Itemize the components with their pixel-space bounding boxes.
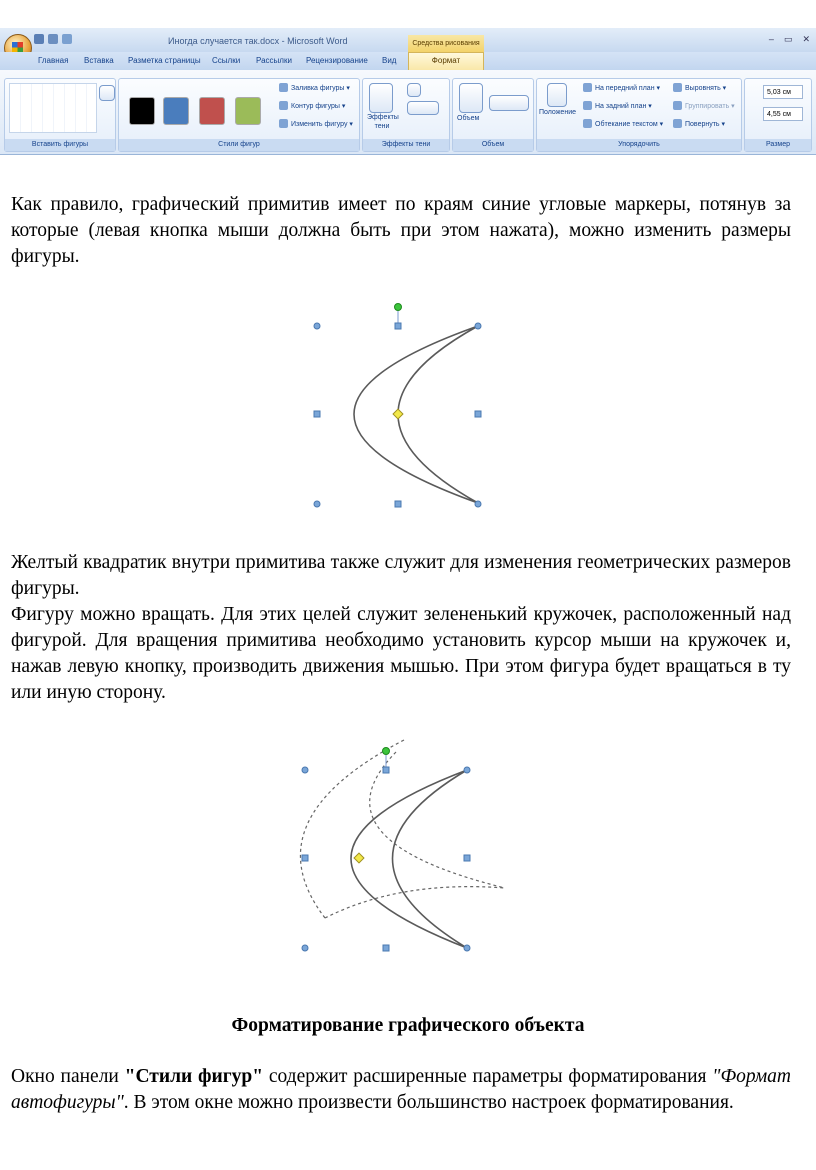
group-label: Вставить фигуры	[5, 139, 115, 151]
shape-height-input[interactable]: 5,03 см	[763, 85, 803, 99]
text-wrap-button[interactable]: Обтекание текстом ▾	[583, 119, 663, 128]
3d-effects-button[interactable]: Объем	[457, 115, 480, 122]
corner-marker-top-left	[302, 767, 308, 773]
tab-home[interactable]: Главная	[38, 56, 69, 65]
section-heading: Форматирование графического объекта	[231, 1015, 585, 1036]
tab-insert[interactable]: Вставка	[84, 56, 114, 65]
rotated-ghost-bottom	[325, 887, 505, 918]
group-label: Эффекты тени	[363, 139, 449, 151]
bring-front-label: На передний план	[595, 85, 655, 92]
paragraph-shape-styles	[11, 1064, 791, 1116]
group-label: Упорядочить	[537, 139, 741, 151]
group-label: Объем	[453, 139, 533, 151]
rotated-ghost-inner	[370, 752, 505, 888]
text-span: содержит расширенные параметры форматирования	[263, 1066, 713, 1087]
italic-term-format-autoshape: "Формат автофигуры"	[11, 1066, 791, 1113]
send-back-label: На задний план	[595, 103, 647, 110]
crescent-shape	[351, 770, 467, 948]
drawing-tools-context-tab: Средства рисования	[408, 35, 484, 52]
text-span: . В этом окне можно произвести большинство настроек форматирования.	[123, 1092, 734, 1113]
side-marker-bottom	[383, 945, 389, 951]
tab-mailings[interactable]: Рассылки	[256, 56, 292, 65]
side-marker-left	[302, 855, 308, 861]
rotation-handle	[383, 748, 390, 755]
shape-width-input[interactable]: 4,55 см	[763, 107, 803, 121]
shape-fill-button[interactable]: Заливка фигуры ▾	[279, 83, 350, 92]
group-label-text: Группировать	[685, 103, 730, 110]
shape-outline-label: Контур фигуры	[291, 103, 340, 110]
group-label: Стили фигур	[119, 139, 359, 151]
corner-marker-top-right	[464, 767, 470, 773]
group-label: Размер	[745, 139, 811, 151]
text-wrap-label: Обтекание текстом	[595, 121, 658, 128]
tab-view[interactable]: Вид	[382, 56, 397, 65]
yellow-adjust-handle	[354, 853, 364, 863]
side-marker-top	[383, 767, 389, 773]
paragraph-corner-markers: Как правило, графический примитив имеет по краям синие угловые маркеры, потянув за которые (левая кнопка мыши должна быть при этом нажата), можно изменить размеры фигуры.	[11, 194, 791, 267]
align-label: Выровнять	[685, 85, 721, 92]
tab-references[interactable]: Ссылки	[212, 56, 241, 65]
maximize-icon[interactable]: ▭	[783, 34, 793, 44]
paragraph-yellow-square: Желтый квадратик внутри примитива также служит для изменения геометрических размеров фигуры.	[11, 552, 791, 599]
change-shape-button[interactable]: Изменить фигуру ▾	[279, 119, 353, 128]
side-marker-right	[464, 855, 470, 861]
rotate-label: Повернуть	[685, 121, 720, 128]
tab-page-layout[interactable]: Разметка страницы	[128, 56, 201, 65]
shape-outline-button[interactable]: Контур фигуры ▾	[279, 101, 345, 110]
shape-fill-label: Заливка фигуры	[291, 85, 345, 92]
corner-marker-bottom-right	[464, 945, 470, 951]
shadow-effects-button[interactable]: Эффекты тени	[367, 114, 399, 130]
minimize-icon[interactable]: –	[768, 34, 774, 44]
tab-format[interactable]: Формат	[408, 52, 484, 70]
position-button[interactable]: Положение	[539, 109, 576, 116]
bring-front-button[interactable]: На передний план ▾	[583, 83, 660, 92]
close-icon[interactable]: ✕	[802, 34, 810, 44]
rotate-button[interactable]: Повернуть ▾	[673, 119, 725, 128]
corner-marker-bottom-left	[302, 945, 308, 951]
send-back-button[interactable]: На задний план ▾	[583, 101, 652, 110]
paragraph-rotation: Фигуру можно вращать. Для этих целей служит зелененький кружочек, расположенный над фигурой. Для вращения примитива необходимо установить курсор мыши на кружочек и, нажав левую кнопку, производить движения мышью. При этом фигура будет вращаться в ту или иную сторону.	[11, 604, 791, 703]
document-title: Иногда случается так.docx - Microsoft Word	[168, 36, 348, 46]
bold-term-shape-styles: "Стили фигур"	[124, 1066, 264, 1087]
change-shape-label: Изменить фигуру	[291, 121, 348, 128]
align-button[interactable]: Выровнять ▾	[673, 83, 726, 92]
group-button[interactable]: Группировать ▾	[673, 101, 735, 110]
tab-review[interactable]: Рецензирование	[306, 56, 368, 65]
text-span: Окно панели	[11, 1066, 125, 1087]
